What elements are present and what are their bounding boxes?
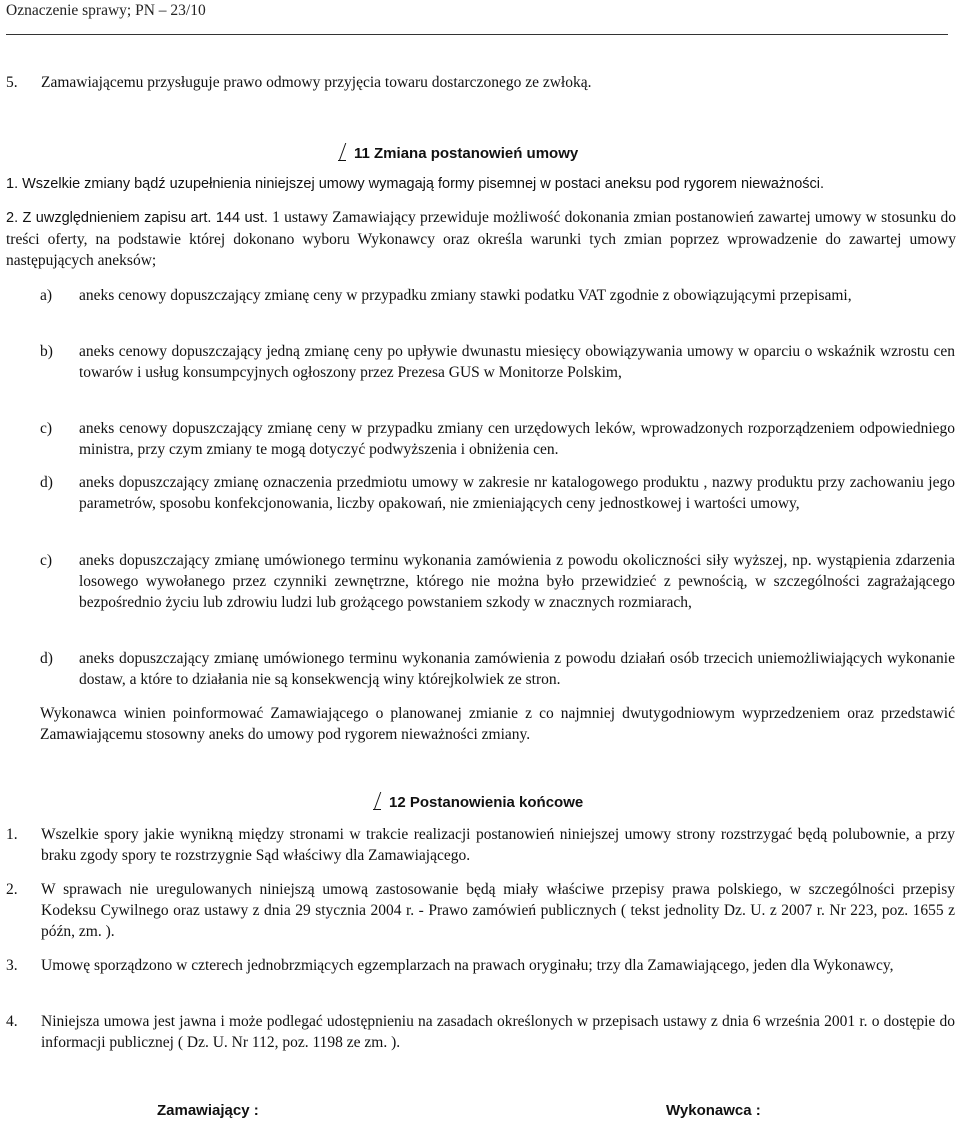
item-text: Wszelkie spory jakie wynikną między stronami w trakcie realizacji postanowień niniejszej umowy strony rozstrzygać będą polubownie, a przy braku zgody spory te rozstrzygnie Sąd właściwy dla Zamawiającego. (41, 826, 955, 864)
item-marker: d) (40, 650, 53, 667)
item-text: Zamawiającemu przysługuje prawo odmowy przyjęcia towaru dostarczonego ze zwłoką. (41, 74, 592, 91)
section-12-title: 12 Postanowienia końcowe (389, 794, 584, 811)
paragraph-2-start: 2. Z uwzględnieniem zapisu art. 144 ust. (6, 210, 268, 226)
signature-contractor: Wykonawca : (666, 1102, 761, 1119)
item-text: aneks dopuszczający zmianę umówionego terminu wykonania zamówienia z powodu okoliczności siły wyższej, np. wystąpienia zdarzenia losowego wywołanego przez czynniki zewnętrzne, którego nie można było przewidzieć z pewnością, w szczególności zagrażającego bezpośrednio życiu lub zdrowiu ludzi lub grożącego powstaniem szkody w znacznych rozmiarach, (79, 552, 955, 611)
item-text: aneks dopuszczający zmianę umówionego terminu wykonania zamówienia z powodu działań osób trzecich uniemożliwiających wykonanie dostaw, a które to działania nie są konsekwencją winy którejkolwiek ze stron. (79, 650, 955, 688)
section-11-title: 11 Zmiana postanowień umowy (354, 145, 579, 162)
signature-ordering-party: Zamawiający : (157, 1102, 259, 1119)
item-text: Umowę sporządzono w czterech jednobrzmiących egzemplarzach na prawach oryginału; trzy dla Zamawiającego, jeden dla Wykonawcy, (41, 957, 894, 974)
section-11-closing: Wykonawca winien poinformować Zamawiającego o planowanej zmianie z co najmniej dwutygodniowym wyprzedzeniem oraz przedstawić Zamawiającemu stosowny aneks do umowy pod rygorem nieważności zmiany. (40, 705, 955, 743)
section-11-paragraph-1: 1. Wszelkie zmiany bądź uzupełnienia niniejszej umowy wymagają formy pisemnej w postaci aneksu pod rygorem nieważności. (6, 176, 825, 192)
item-text: aneks cenowy dopuszczający jedną zmianę ceny po upływie dwunastu miesięcy obowiązywania umowy w oparciu o wskaźnik wzrostu cen towarów i usług konsumpcyjnych ogłoszony przez Prezesa GUS w Monitorze Polskim, (79, 343, 955, 381)
item-number: 2. (6, 881, 18, 898)
item-text: W sprawach nie uregulowanych niniejszą umową zastosowanie będą miały właściwe przepisy prawa polskiego, w szczególności przepisy Kodeksu Cywilnego oraz ustawy z dnia 29 stycznia 2004 r. - Prawo zamówień publicznych ( tekst jednolity Dz. U. z 2007 r. Nr 223, poz. 1655 z późn, zm. ). (41, 881, 955, 940)
case-reference: Oznaczenie sprawy; PN – 23/10 (6, 2, 206, 19)
section-sign-icon (338, 143, 348, 161)
header-divider (6, 34, 948, 35)
item-text: aneks dopuszczający zmianę oznaczenia przedmiotu umowy w zakresie nr katalogowego produktu , nazwy produktu przy zachowaniu jego parametrów, sposobu konfekcjonowania, liczby opakowań, nie zmieniających ceny jednostkowej i wartości umowy, (79, 474, 955, 512)
item-marker: a) (40, 287, 53, 304)
section-12-heading (373, 792, 583, 813)
item-marker: b) (40, 343, 53, 360)
section-11-heading (338, 143, 578, 164)
item-marker: d) (40, 474, 53, 491)
section-11-paragraph-2 (6, 207, 956, 271)
item-number: 4. (6, 1013, 18, 1030)
item-text: aneks cenowy dopuszczający zmianę ceny w przypadku zmiany cen urzędowych leków, wprowadzonych rozporządzeniem odpowiedniego ministra, przy czym zmiany te mogą dotyczyć podwyższenia i obniżenia cen. (79, 420, 955, 458)
item-marker: c) (40, 552, 53, 569)
item-number: 5. (6, 74, 18, 91)
item-text: Niniejsza umowa jest jawna i może podlegać udostępnieniu na zasadach określonych w przepisach ustawy z dnia 6 września 2001 r. o dostępie do informacji publicznej ( Dz. U. Nr 112, poz. 1198 ze zm. ). (41, 1013, 955, 1051)
section-sign-icon (373, 792, 383, 810)
item-number: 1. (6, 826, 18, 843)
paragraph-2-rest: 1 ustawy Zamawiający przewiduje możliwość dokonania zmian postanowień zawartej umowy w stosunku do treści oferty, na podstawie której dokonano wyboru Wykonawcy oraz określa warunki tych zmian poprzez wprowadzenie do zawartej umowy następujących aneksów; (6, 209, 957, 269)
item-number: 3. (6, 957, 18, 974)
item-text: aneks cenowy dopuszczający zmianę ceny w przypadku zmiany stawki podatku VAT zgodnie z obowiązującymi przepisami, (79, 287, 852, 304)
item-marker: c) (40, 420, 53, 437)
